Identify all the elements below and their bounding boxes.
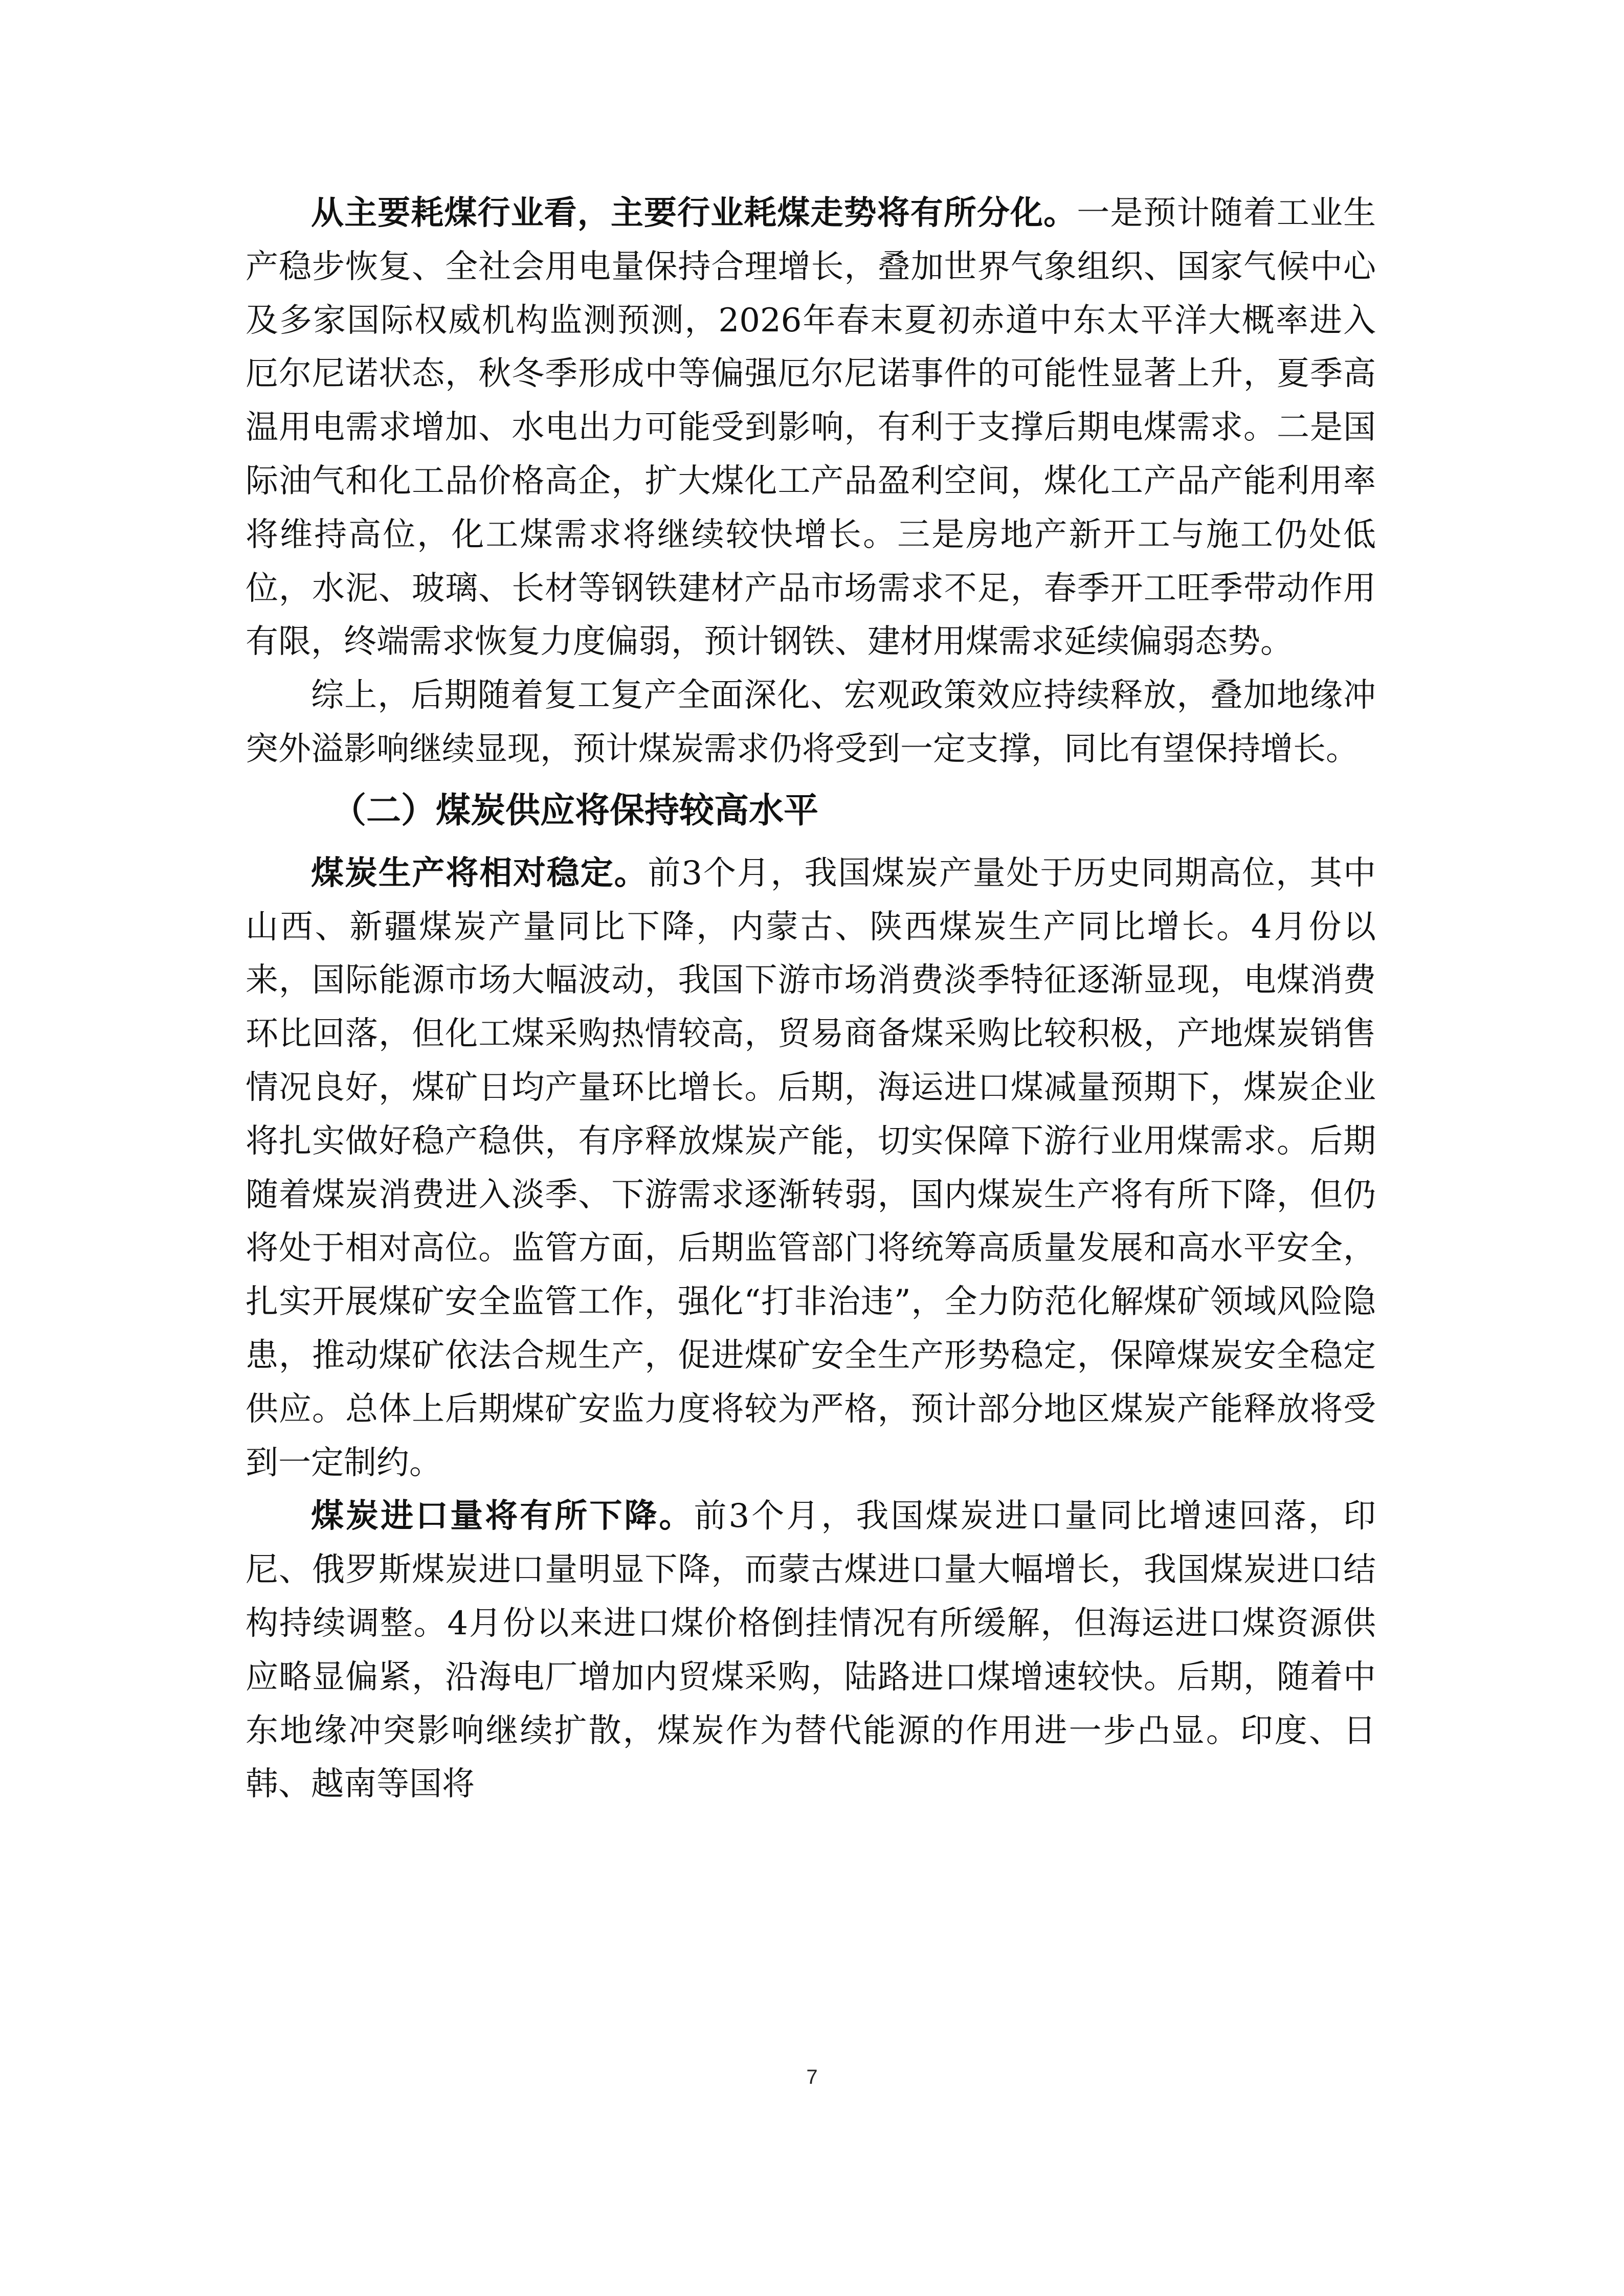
page-body bbox=[246, 187, 1376, 1811]
paragraph-lead: 从主要耗煤行业看，主要行业耗煤走势将有所分化。 bbox=[311, 194, 1077, 232]
paragraph-text: 综上，后期随着复工复产全面深化、宏观政策效应持续释放，叠加地缘冲突外溢影响继续显现，预计煤炭需求仍将受到一定支撑，同比有望保持增长。 bbox=[246, 677, 1376, 768]
paragraph-coal-production bbox=[246, 847, 1376, 1490]
paragraph-text: 一是预计随着工业生产稳步恢复、全社会用电量保持合理增长，叠加世界气象组织、国家气候中心及多家国际权威机构监测预测，2026年春末夏初赤道中东太平洋大概率进入厄尔尼诺状态，秋冬季形成中等偏强厄尔尼诺事件的可能性显著上升，夏季高温用电需求增加、水电出力可能受到影响，有利于支撑后期电煤需求。二是国际油气和化工品价格高企，扩大煤化工产品盈利空间，煤化工产品产能利用率将维持高位，化工煤需求将继续较快增长。三是房地产新开工与施工仍处低位，水泥、玻璃、长材等钢铁建材产品市场需求不足，春季开工旺季带动作用有限，终端需求恢复力度偏弱，预计钢铁、建材用煤需求延续偏弱态势。 bbox=[246, 194, 1376, 661]
page-number: 7 bbox=[806, 2066, 818, 2088]
paragraph-text: 前3个月，我国煤炭产量处于历史同期高位，其中山西、新疆煤炭产量同比下降，内蒙古、陕西煤炭生产同比增长。4月份以来，国际能源市场大幅波动，我国下游市场消费淡季特征逐渐显现，电煤消费环比回落，但化工煤采购热情较高，贸易商备煤采购比较积极，产地煤炭销售情况良好，煤矿日均产量环比增长。后期，海运进口煤减量预期下，煤炭企业将扎实做好稳产稳供，有序释放煤炭产能，切实保障下游行业用煤需求。后期随着煤炭消费进入淡季、下游需求逐渐转弱，国内煤炭生产将有所下降，但仍将处于相对高位。监管方面，后期监管部门将统筹高质量发展和高水平安全，扎实开展煤矿安全监管工作，强化“打非治违”，全力防范化解煤矿领域风险隐患，推动煤矿依法合规生产，促进煤矿安全生产形势稳定，保障煤炭安全稳定供应。总体上后期煤矿安监力度将较为严格，预计部分地区煤炭产能释放将受到一定制约。 bbox=[246, 854, 1376, 1482]
paragraph-lead: 煤炭生产将相对稳定。 bbox=[311, 854, 648, 892]
paragraph-summary bbox=[246, 669, 1376, 776]
paragraph-text: 前3个月，我国煤炭进口量同比增速回落，印尼、俄罗斯煤炭进口量明显下降，而蒙古煤进口量大幅增长，我国煤炭进口结构持续调整。4月份以来进口煤价格倒挂情况有所缓解，但海运进口煤资源供应略显偏紧，沿海电厂增加内贸煤采购，陆路进口煤增速较快。后期，随着中东地缘冲突影响继续扩散，煤炭作为替代能源的作用进一步凸显。印度、日韩、越南等国将 bbox=[246, 1497, 1376, 1804]
paragraph-coal-imports bbox=[246, 1490, 1376, 1811]
paragraph-lead: 煤炭进口量将有所下降。 bbox=[311, 1497, 694, 1536]
section-heading: （二）煤炭供应将保持较高水平 bbox=[331, 790, 819, 831]
paragraph-industry-consumption bbox=[246, 187, 1376, 669]
